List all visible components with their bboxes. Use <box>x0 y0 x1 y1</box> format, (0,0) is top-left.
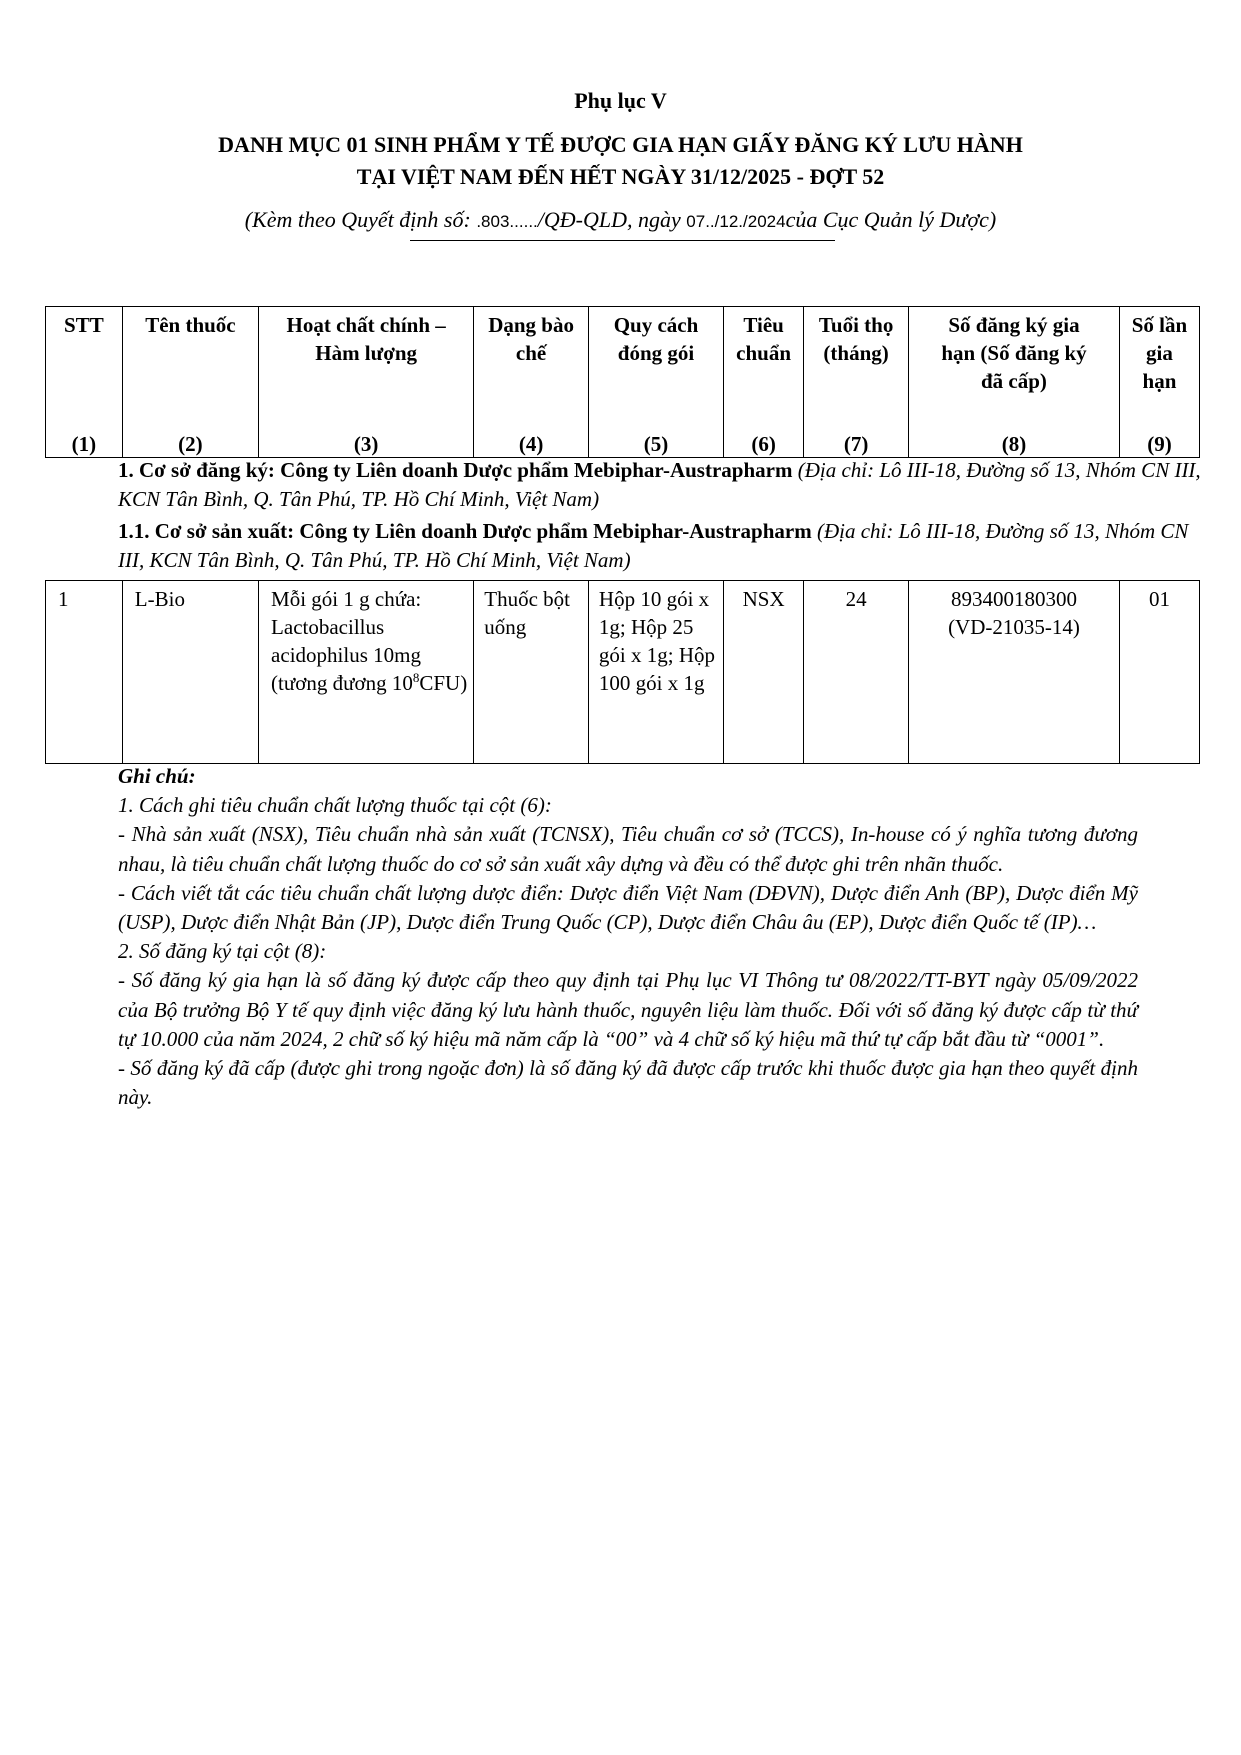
decision-suffix: của Cục Quản lý Dược) <box>785 207 997 232</box>
cell-stt: 1 <box>46 581 123 764</box>
registration-facility: 1. Cơ sở đăng ký: Công ty Liên doanh Dược phẩm Mebiphar-Austrapharm (Địa chỉ: Lô III-18, Đường số 13, Nhóm CN III, KCN Tân Bình, Q. Tân Phú, TP. Hồ Chí Minh, Việt Nam) <box>118 458 1201 511</box>
header-shelf-life: Tuổi thọ (tháng) (7) <box>804 307 909 458</box>
header-registration-number: Số đăng ký gia hạn (Số đăng ký đã cấp) (8) <box>909 307 1120 458</box>
document-heading-line2: TẠI VIỆT NAM ĐẾN HẾT NGÀY 31/12/2025 - ĐỢT 52 <box>356 164 885 189</box>
header-active-ingredient: Hoạt chất chính – Hàm lượng (3) <box>259 307 474 458</box>
decision-prefix: (Kèm theo Quyết định số: <box>244 207 477 232</box>
signature-underline <box>410 240 835 241</box>
cell-shelf-life: 24 <box>804 581 909 764</box>
header-packaging: Quy cách đóng gói (5) <box>588 307 723 458</box>
manufacturing-facility: 1.1. Cơ sở sản xuất: Công ty Liên doanh Dược phẩm Mebiphar-Austrapharm (Địa chỉ: Lô III-18, Đường số 13, Nhóm CN III, KCN Tân Bình, Q. Tân Phú, TP. Hồ Chí Minh, Việt Nam) <box>118 519 1189 572</box>
table-row <box>46 581 1200 764</box>
drug-table <box>45 580 1200 764</box>
cell-renewal-count: 01 <box>1119 581 1199 764</box>
cell-standard: NSX <box>724 581 804 764</box>
note-line: - Cách viết tắt các tiêu chuẩn chất lượng dược điển: Dược điển Việt Nam (DĐVN), Dược điển Anh (BP), Dược điển Mỹ (USP), Dược điển Nhật Bản (JP), Dược điển Trung Quốc (CP), Dược điển Châu âu (EP), Dược điển Quốc tế (IP)… <box>118 880 1138 935</box>
note-line: 1. Cách ghi tiêu chuẩn chất lượng thuốc tại cột (6): <box>118 793 552 818</box>
notes-title: Ghi chú: <box>118 764 196 788</box>
header-standard: Tiêu chuẩn (6) <box>724 307 804 458</box>
appendix-title: Phụ lục V <box>574 88 667 113</box>
note-line: - Số đăng ký đã cấp (được ghi trong ngoặc đơn) là số đăng ký đã được cấp trước khi thuốc được gia hạn theo quyết định này. <box>118 1056 1138 1110</box>
document-heading-line1: DANH MỤC 01 SINH PHẨM Y TẾ ĐƯỢC GIA HẠN GIẤY ĐĂNG KÝ LƯU HÀNH <box>218 132 1023 157</box>
header-drug-name: Tên thuốc (2) <box>122 307 258 458</box>
cell-registration-number: 893400180300 (VD-21035-14) <box>909 581 1120 764</box>
decision-reference <box>0 207 1241 233</box>
decision-number: .803...... <box>476 212 538 231</box>
cell-packaging: Hộp 10 gói x 1g; Hộp 25 gói x 1g; Hộp 100 gói x 1g <box>588 581 723 764</box>
cell-active-ingredient: Mỗi gói 1 g chứa: Lactobacillus acidophilus 10mg (tương đương $10^8CFU$) <box>259 581 474 764</box>
header-renewal-count: Số lần gia hạn (9) <box>1119 307 1199 458</box>
cell-drug-name: L-Bio <box>122 581 258 764</box>
header-stt: STT (1) <box>46 307 123 458</box>
note-line: - Số đăng ký gia hạn là số đăng ký được cấp theo quy định tại Phụ lục VI Thông tư 08/2022/TT-BYT ngày 05/09/2022 của Bộ trưởng Bộ Y tế quy định việc đăng ký lưu hành thuốc, nguyên liệu làm thuốc. Đối với số đăng ký được cấp từ thứ tự 10.000 của năm 2024, 2 chữ số ký hiệu mã năm cấp là “00” và 4 chữ số ký hiệu mã thứ tự cấp bắt đầu từ “0001”. <box>118 968 1138 1051</box>
decision-mid: /QĐ-QLD, ngày <box>537 207 687 232</box>
header-dosage-form: Dạng bào chế (4) <box>474 307 589 458</box>
notes-section <box>118 762 1138 1112</box>
note-line: - Nhà sản xuất (NSX), Tiêu chuẩn nhà sản xuất (TCNSX), Tiêu chuẩn cơ sở (TCCS), In-house có ý nghĩa tương đương nhau, là tiêu chuẩn chất lượng thuốc do cơ sở sản xuất xây dựng và đều có thể được ghi trên nhãn thuốc. <box>118 822 1138 876</box>
decision-date: 07../12./2024 <box>686 212 786 231</box>
cell-dosage-form: Thuốc bột uống <box>474 581 589 764</box>
note-line: 2. Số đăng ký tại cột (8): <box>118 939 327 964</box>
table-header <box>45 306 1200 458</box>
